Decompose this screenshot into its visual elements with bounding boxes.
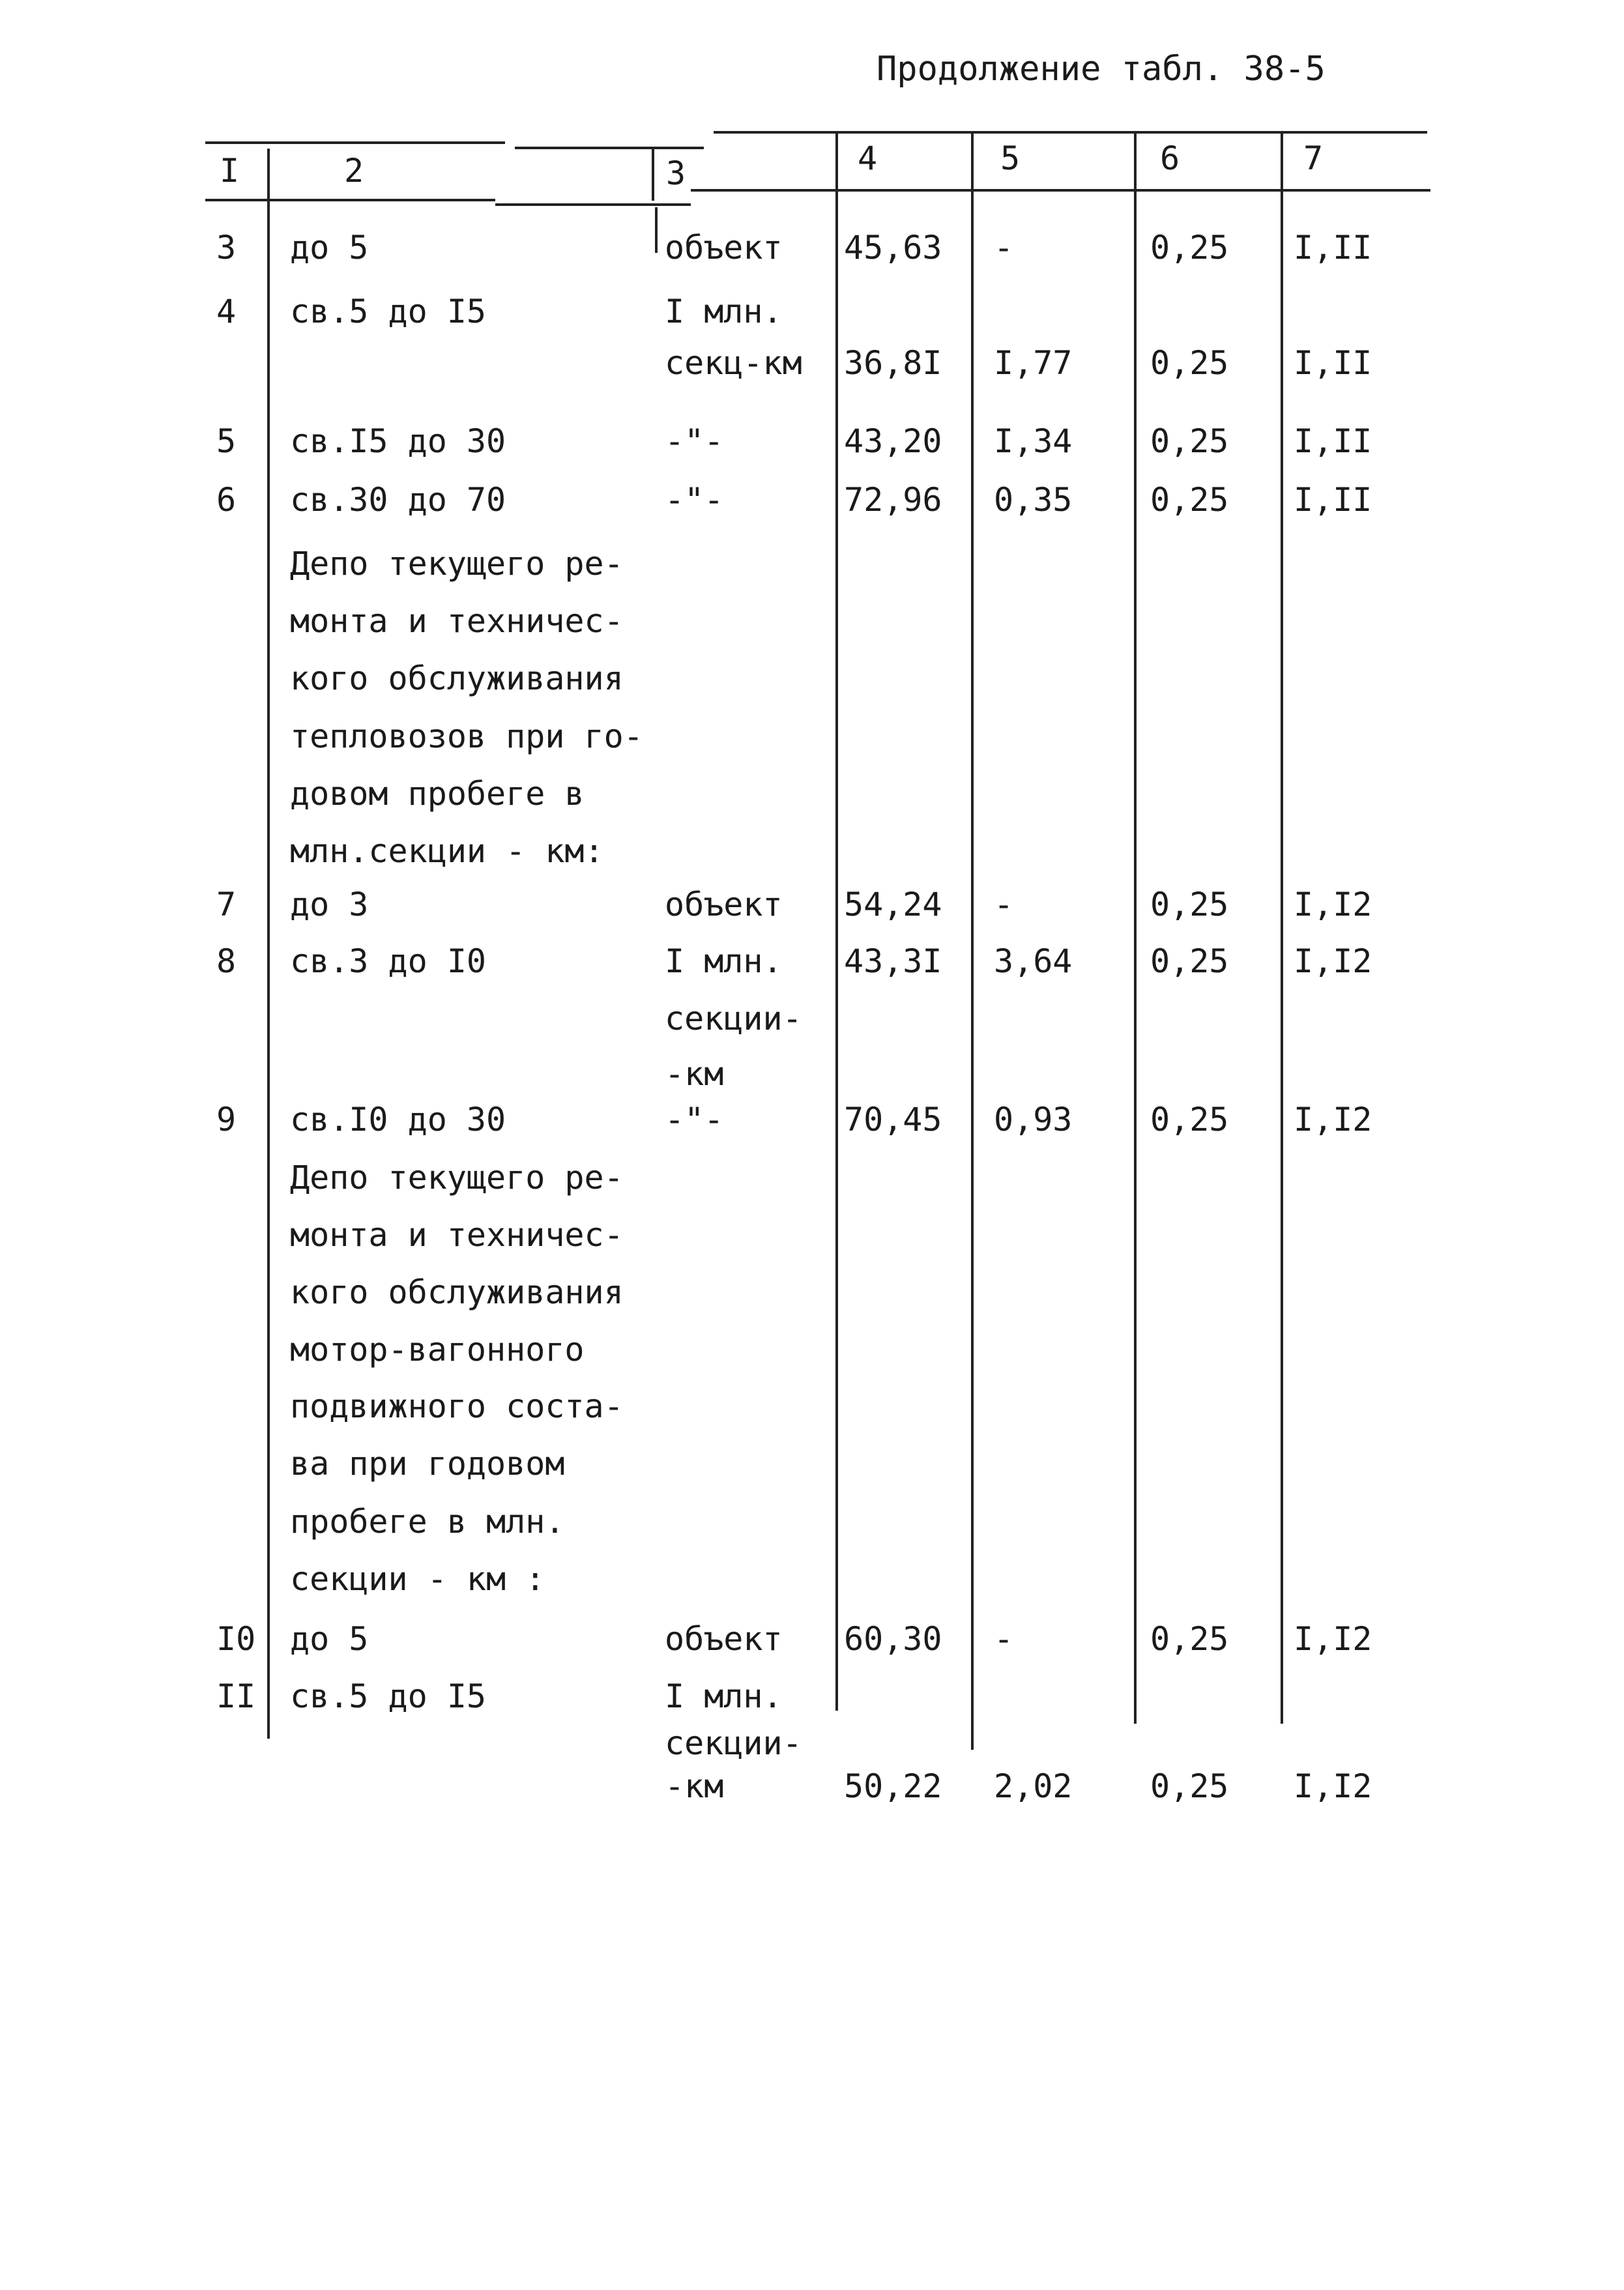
row-col-6: 0,25 (1150, 1767, 1229, 1805)
row-unit: -"- (665, 1101, 724, 1138)
row-number: 4 (216, 293, 237, 330)
row-description: мотор-вагонного (290, 1331, 585, 1369)
row-description: св.3 до I0 (290, 942, 487, 980)
column-rule (655, 207, 658, 253)
header-top-rule (714, 131, 1427, 134)
row-description: подвижного соста- (290, 1387, 624, 1425)
row-col-7: I,I2 (1294, 942, 1372, 980)
column-rule (1134, 134, 1137, 1724)
row-number: I0 (216, 1620, 256, 1658)
header-col-6: 6 (1160, 139, 1180, 177)
row-col-6: 0,25 (1150, 344, 1229, 382)
row-col-5: 3,64 (994, 942, 1073, 980)
header-bottom-rule (205, 199, 495, 201)
row-col-7: I,I2 (1294, 1101, 1372, 1138)
row-description: млн.секции - км: (290, 832, 604, 870)
row-col-5: 0,35 (994, 481, 1073, 519)
row-unit: объект (665, 229, 783, 267)
row-col-5: 2,02 (994, 1767, 1073, 1805)
header-col-3: 3 (666, 154, 686, 192)
row-col-5: - (994, 1620, 1014, 1658)
header-col-1: I (220, 152, 240, 190)
row-col-5: I,77 (994, 344, 1073, 382)
row-number: 5 (216, 422, 237, 460)
column-rule (971, 134, 974, 1750)
row-col-4: 70,45 (844, 1101, 942, 1138)
row-number: 6 (216, 481, 237, 519)
row-number: 3 (216, 229, 237, 267)
row-col-4: 50,22 (844, 1767, 942, 1805)
row-col-7: I,I2 (1294, 1767, 1372, 1805)
row-description: св.5 до I5 (290, 1677, 487, 1715)
row-description: довом пробеге в (290, 775, 585, 813)
row-description: секции - км : (290, 1560, 545, 1598)
row-description: св.30 до 70 (290, 481, 506, 519)
row-col-6: 0,25 (1150, 1620, 1229, 1658)
row-col-4: 43,3I (844, 942, 942, 980)
row-description: монта и техничес- (290, 1216, 624, 1254)
row-unit: I млн. (665, 942, 783, 980)
header-col-7: 7 (1303, 139, 1324, 177)
row-description: кого обслуживания (290, 1273, 624, 1311)
header-top-rule (205, 141, 505, 144)
row-unit: секции- (665, 1000, 802, 1037)
column-rule (835, 134, 838, 1711)
table-caption: Продолжение табл. 38-5 (877, 50, 1326, 89)
row-unit: -км (665, 1055, 724, 1093)
row-col-7: I,II (1294, 481, 1372, 519)
row-unit: объект (665, 886, 783, 923)
row-col-7: I,II (1294, 229, 1372, 267)
row-description: Депо текущего ре- (290, 1159, 624, 1196)
row-col-4: 45,63 (844, 229, 942, 267)
row-col-6: 0,25 (1150, 481, 1229, 519)
row-description: кого обслуживания (290, 659, 624, 697)
row-col-4: 60,30 (844, 1620, 942, 1658)
row-unit: объект (665, 1620, 783, 1658)
row-number: 7 (216, 886, 237, 923)
row-description: до 5 (290, 229, 369, 267)
row-description: св.I0 до 30 (290, 1101, 506, 1138)
header-col-4: 4 (858, 139, 878, 177)
row-unit: -"- (665, 422, 724, 460)
row-unit: секц-км (665, 344, 802, 382)
row-col-7: I,II (1294, 344, 1372, 382)
row-number: II (216, 1677, 256, 1715)
row-col-4: 43,20 (844, 422, 942, 460)
row-unit: I млн. (665, 1677, 783, 1715)
row-description: св.5 до I5 (290, 293, 487, 330)
column-rule (1281, 134, 1283, 1724)
row-description: пробеге в млн. (290, 1503, 565, 1541)
row-col-7: I,II (1294, 422, 1372, 460)
row-col-4: 54,24 (844, 886, 942, 923)
row-col-6: 0,25 (1150, 422, 1229, 460)
header-bottom-rule (495, 203, 691, 206)
row-number: 8 (216, 942, 237, 980)
row-col-6: 0,25 (1150, 229, 1229, 267)
row-col-5: - (994, 229, 1014, 267)
header-col-2: 2 (344, 152, 364, 190)
row-unit: секции- (665, 1724, 802, 1762)
row-unit: -"- (665, 481, 724, 519)
row-col-4: 36,8I (844, 344, 942, 382)
column-rule (652, 149, 654, 201)
header-col-5: 5 (1000, 139, 1021, 177)
row-col-7: I,I2 (1294, 1620, 1372, 1658)
column-rule (267, 149, 270, 1739)
row-unit: I млн. (665, 293, 783, 330)
header-top-rule (515, 147, 704, 149)
row-number: 9 (216, 1101, 237, 1138)
row-description: до 5 (290, 1620, 369, 1658)
row-col-7: I,I2 (1294, 886, 1372, 923)
row-col-4: 72,96 (844, 481, 942, 519)
row-description: Депо текущего ре- (290, 545, 624, 583)
row-description: монта и техничес- (290, 602, 624, 640)
row-col-5: I,34 (994, 422, 1073, 460)
row-col-6: 0,25 (1150, 886, 1229, 923)
row-col-5: - (994, 886, 1014, 923)
row-col-5: 0,93 (994, 1101, 1073, 1138)
row-description: св.I5 до 30 (290, 422, 506, 460)
row-description: тепловозов при го- (290, 717, 643, 755)
header-bottom-rule (691, 189, 1430, 192)
row-col-6: 0,25 (1150, 1101, 1229, 1138)
row-col-6: 0,25 (1150, 942, 1229, 980)
row-unit: -км (665, 1767, 724, 1805)
row-description: до 3 (290, 886, 369, 923)
row-description: ва при годовом (290, 1445, 565, 1483)
